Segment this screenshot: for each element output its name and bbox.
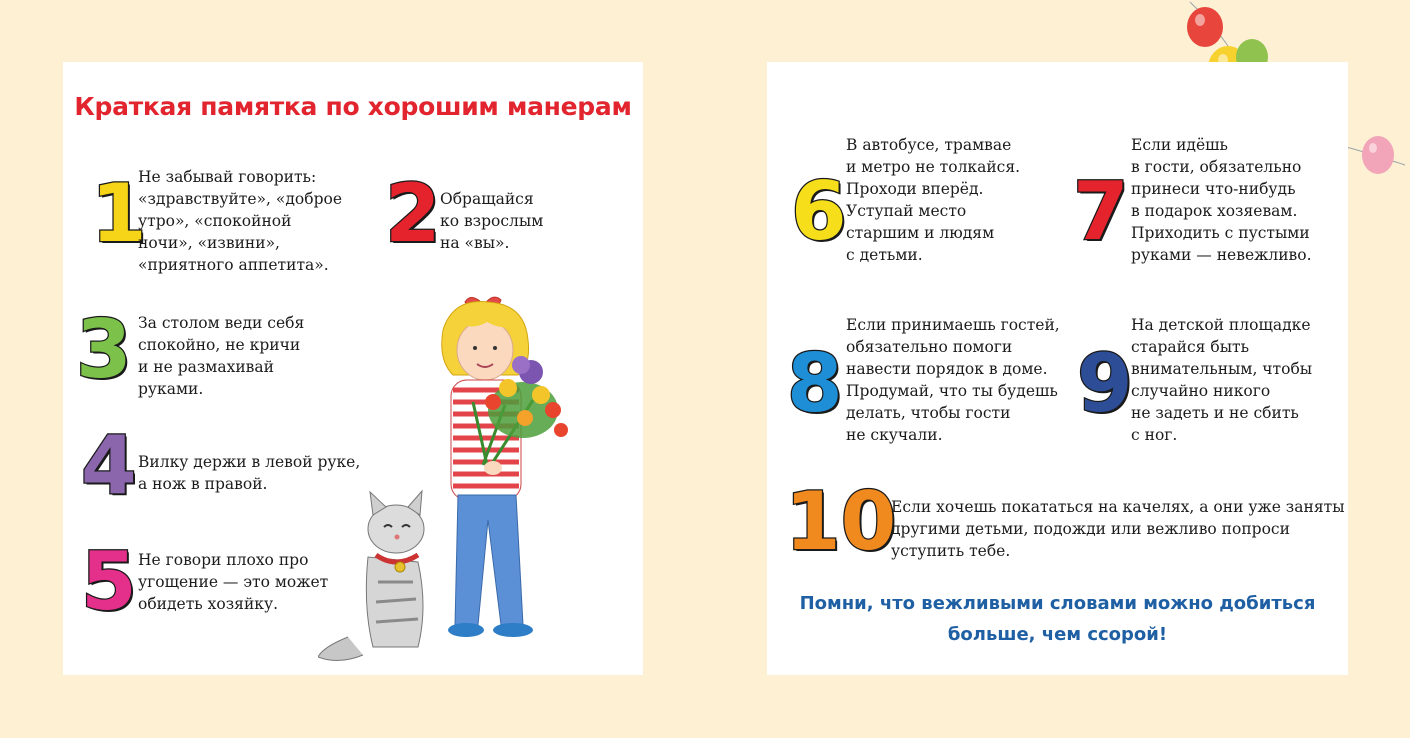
left-page <box>63 62 643 675</box>
rule-text-6: В автобусе, трамвае и метро не толкайся. Проходи вперёд. Уступай место старшим и людям с детьми. <box>846 136 1021 264</box>
rule-text-10: Если хочешь покататься на качелях, а они уже заняты другими детьми, подожди или вежливо попроси уступить тебе. <box>891 498 1345 560</box>
cat-illustration <box>318 487 448 667</box>
rule-text-8: Если принимаешь гостей, обязательно помоги навести порядок в доме. Продумай, что ты будешь делать, чтобы гости не скучали. <box>846 316 1060 444</box>
rule-number-8: 8 <box>787 337 843 430</box>
rule-text-7: Если идёшь в гости, обязательно принеси что-нибудь в подарок хозяевам. Приходить с пустыми руками — невежливо. <box>1131 136 1312 264</box>
rule-number-10: 10 <box>785 475 897 568</box>
rule-text-3: За столом веди себя спокойно, не кричи и не размахивай руками. <box>138 314 305 398</box>
rule-text-5: Не говори плохо про угощение — это может обидеть хозяйку. <box>138 551 329 613</box>
rule-number-6: 6 <box>791 165 847 258</box>
rule-text-4: Вилку держи в левой руке, а нож в правой. <box>138 453 361 493</box>
rule-text-9: На детской площадке старайся быть внимательным, чтобы случайно никого не задеть и не сбить с ног. <box>1131 316 1313 444</box>
rule-number-2: 2 <box>385 167 441 260</box>
rule-number-9: 9 <box>1077 337 1133 430</box>
rule-text-2: Обращайся ко взрослым на «вы». <box>440 190 544 252</box>
page-title: Краткая памятка по хорошим манерам <box>74 92 632 121</box>
rule-number-7: 7 <box>1073 165 1129 258</box>
rule-number-1: 1 <box>91 167 147 260</box>
right-page <box>767 62 1348 675</box>
closing-note: Помни, что вежливыми словами можно добиться больше, чем ссорой! <box>799 593 1316 645</box>
rule-number-5: 5 <box>81 535 137 628</box>
rule-number-4: 4 <box>81 419 137 512</box>
rule-number-3: 3 <box>76 303 132 396</box>
rule-text-1: Не забывай говорить: «здравствуйте», «доброе утро», «спокойной ночи», «извини», «приятного аппетита». <box>138 168 343 274</box>
